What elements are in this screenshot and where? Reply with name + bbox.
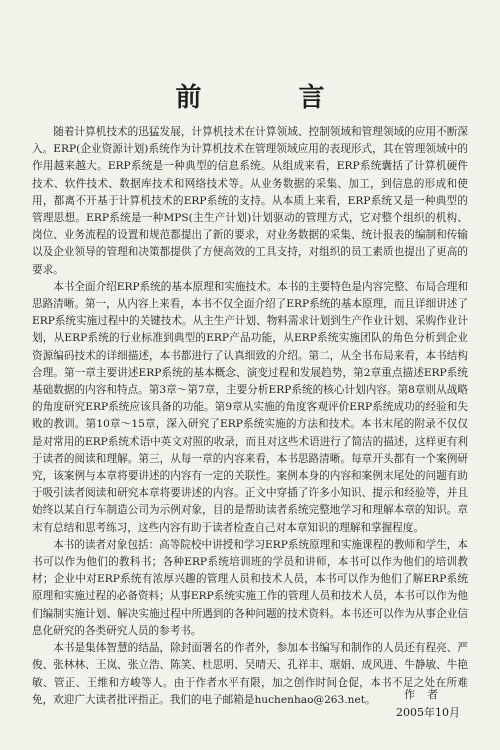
paragraph: 本书的读者对象包括：高等院校中讲授和学习ERP系统原理和实施课程的教师和学生，本书可以作为他们的教科书；各种ERP系统培训班的学员和讲师，本书可以作为他们的培训教材；企业中对ERP系统有浓厚兴趣的管理人员和技术人员，本书可以作为他们了解ERP系统原理和实施过程的必备资料；从事ERP系统实施工作的管理人员和技术人员，本书可以作为他们编制实施计划、解决实施过程中所遇到的各种问题的技术资料。本书还可以作为从事企业信息化研究的各类研究人员的参考书。: [32, 538, 469, 637]
signature-author: 作者: [404, 688, 450, 701]
page-title: 前 言: [175, 83, 369, 113]
preface-body: [32, 124, 468, 709]
paragraph: 本书全面介绍ERP系统的基本原理和实施技术。本书的主要特色是内容完整、布局合理和思路清晰。第一，从内容上来看，本书不仅全面介绍了ERP系统的基本原理，而且详细讲述了ERP系统实施过程中的关键技术。从主生产计划、物料需求计划到生产作业计划、采购作业计划，从ERP系统的行业标准到典型的ERP产品功能，从ERP系统实施团队的角色分析到企业资源编码技术的详细描述，本书都进行了认真细致的介绍。第二，从全书布局来看，本书结构合理。第一章主要讲述ERP系统的基本概念、演变过程和发展趋势，第2章重点描述ERP系统基础数据的内容和特点。第3章～第7章，主要分析ERP系统的核心计划内容。第8章则从战略的角度研究ERP系统应该具备的功能。第9章从实施的角度客观评价ERP系统成功的经验和失败的教训。第10章～15章，深入研究了ERP系统实施的方法和技术。本书末尾的附录不仅仅是对常用的ERP系统术语中英文对照的收录，而且对这些术语进行了简洁的描述，这样更有利于读者的阅读和理解。第三，从每一章的内容来看，本书思路清晰。每章开头都有一个案例研究，该案例与本章将要讲述的内容有一定的关联性。案例本身的内容和案例末尾处的问题有助于吸引读者阅读和研究本章将要讲述的内容。正文中穿插了许多小知识、提示和经验等，并且始终以某自行车制造公司为示例对象，目的是帮助读者系统完整地学习和理解本章的知识。章末有总结和思考练习，这些内容有助于读者检查自己对本章知识的理解和掌握程度。: [32, 280, 468, 534]
signature-block: [396, 686, 460, 722]
signature-date: 2005年10月: [396, 706, 460, 719]
paragraph: 随着计算机技术的迅猛发展，计算机技术在计算领域、控制领域和管理领域的应用不断深入。ERP(企业资源计划)系统作为计算机技术在管理领域应用的表现形式，其在管理领域中的作用越来越大。ERP系统是一种典型的信息系统。从组成来看，ERP系统囊括了计算机硬件技术、软件技术、数据库技术和网络技术等。从业务数据的采集、加工，到信息的形成和使用，都离不开基于计算机技术的ERP系统的支持。从本质上来看，ERP系统又是一种典型的管理思想。ERP系统是一种MPS(主生产计划)计划驱动的管理方式，它对整个组织的机构、岗位、业务流程的设置和规范都提出了新的要求，对业务数据的采集、统计报表的编制和传输以及企业领导的管理和决策都提供了方便高效的工具支持，对组织的员工素质也提出了更高的要求。: [32, 126, 469, 276]
paragraph: 本书是集体智慧的结晶，除封面署名的作者外，参加本书编写和制作的人员还有程亮、严俊、张林林、王岚、张立浩、陈笑、杜思明、吴晴天、孔祥丰、琚娟、成风进、牛静敏、牛艳敏、管正、王维和方峻等人。由于作者水平有限，加之创作时间仓促，本书不足之处在所难免，欢迎广大读者批评指正。我们的电子邮箱是huchenhao@263.net。: [32, 642, 468, 706]
